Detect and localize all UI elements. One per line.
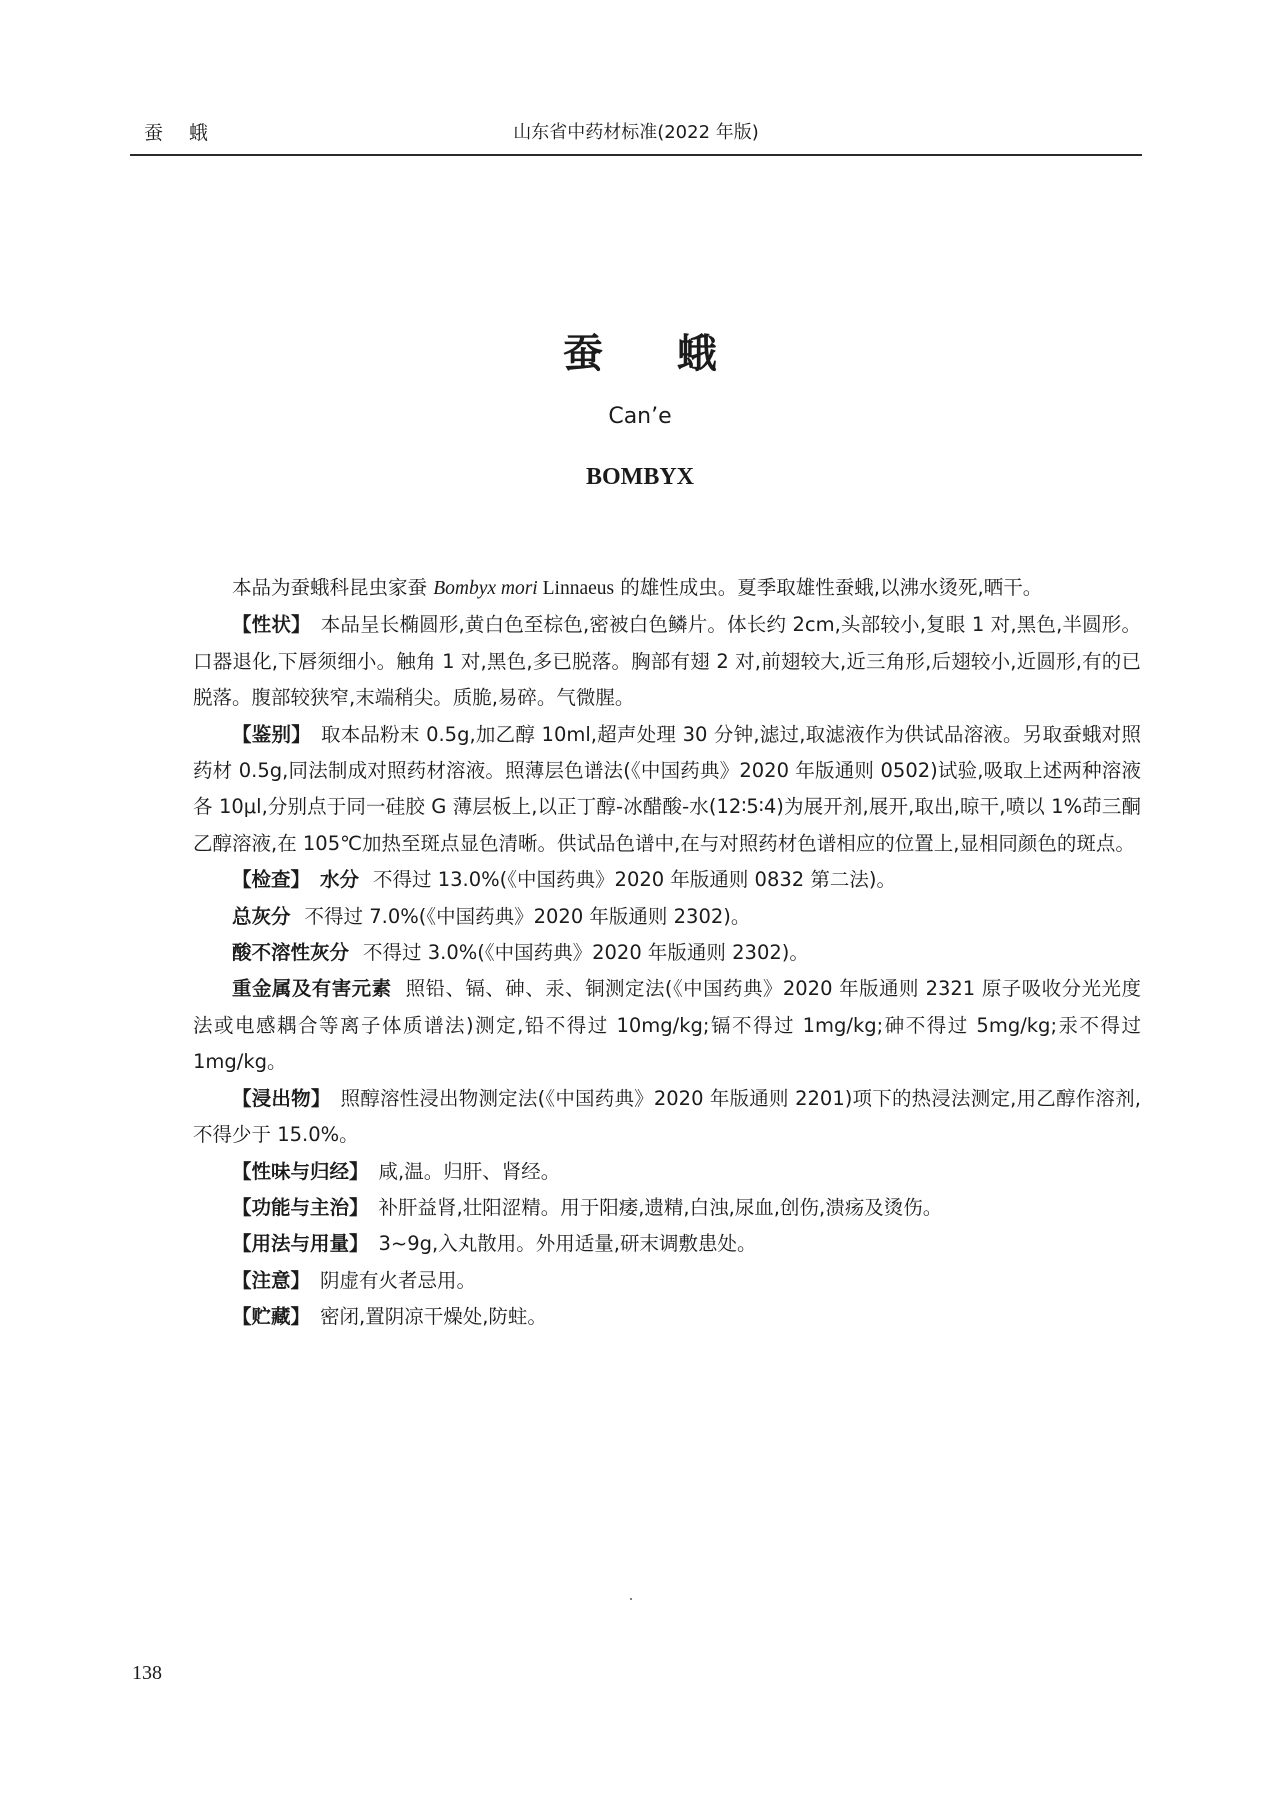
section-gongneng [193,1190,1141,1226]
running-header [130,110,1142,156]
section-heading: 【性状】 [232,613,311,637]
section-text: 密闭,置阴凉干燥处,防蛀。 [320,1305,547,1329]
print-speck [630,1598,632,1600]
check-text: 不得过 13.0%(《中国药典》2020 年版通则 0832 第二法)。 [373,868,896,892]
section-heading: 【功能与主治】 [232,1195,369,1219]
section-xingwei [193,1154,1141,1190]
page-title: 蚕 蛾 [563,331,747,377]
check-text: 照铅、镉、砷、汞、铜测定法(《中国药典》2020 年版通则 2321 原子吸收分光光度法或电感耦合等离子体质谱法)测定,铅不得过 10mg/kg;镉不得过 1mg/kg;砷不得过 5mg/kg;汞不得过 1mg/kg。 [193,977,1141,1074]
check-label: 酸不溶性灰分 [232,941,350,965]
section-text: 本品呈长椭圆形,黄白色至棕色,密被白色鳞片。体长约 2cm,头部较小,复眼 1 对,黑色,半圆形。口器退化,下唇须细小。触角 1 对,黑色,多已脱落。胸部有翅 2 对,前翅较大,近三角形,后翅较小,近圆形,有的已脱落。腹部较狭窄,末端稍尖。质脆,易碎。气微腥。 [193,613,1141,710]
header-left-title: 蚕 蛾 [144,122,219,144]
section-jiancha-water [193,862,1141,898]
section-yongfa [193,1226,1141,1262]
intro-pre: 本品为蚕蛾科昆虫家蚕 [232,576,434,599]
section-text: 补肝益肾,壮阳涩精。用于阳痿,遗精,白浊,尿血,创伤,溃疡及烫伤。 [378,1195,943,1219]
section-zhuyi [193,1263,1141,1299]
check-text: 不得过 3.0%(《中国药典》2020 年版通则 2302)。 [363,941,809,965]
pinyin-name: Can’e [608,404,672,429]
check-label: 水分 [320,868,360,892]
species-author: Linnaeus [537,578,615,599]
section-heading: 【性味与归经】 [232,1159,369,1183]
section-jianbie [193,717,1141,863]
section-text: 照醇溶性浸出物测定法(《中国药典》2020 年版通则 2201)项下的热浸法测定,用乙醇作溶剂,不得少于 15.0%。 [193,1086,1141,1147]
section-jiancha-acid-ash [193,935,1141,971]
check-text: 不得过 7.0%(《中国药典》2020 年版通则 2302)。 [304,904,751,928]
monograph-body [193,570,1141,1336]
header-book-title: 山东省中药材标准(2022 年版) [513,122,759,143]
section-text: 咸,温。归肝、肾经。 [378,1159,561,1183]
section-xingzhuang [193,607,1141,716]
section-heading: 【贮藏】 [232,1305,311,1329]
section-text: 阴虚有火者忌用。 [320,1268,477,1292]
section-heading: 【注意】 [232,1268,311,1292]
intro-post: 的雄性成虫。夏季取雄性蚕蛾,以沸水烫死,晒干。 [614,576,1043,599]
latin-name: BOMBYX [586,464,694,490]
section-jiancha-heavy-metals [193,971,1141,1080]
section-text: 3~9g,入丸散用。外用适量,研末调敷患处。 [378,1232,757,1256]
section-jinchuwu [193,1081,1141,1154]
intro-paragraph [193,570,1141,607]
species-name [433,578,614,599]
section-heading: 【鉴别】 [232,722,311,746]
species-italic: Bombyx mori [433,578,538,599]
section-heading: 【浸出物】 [232,1086,331,1110]
page-number: 138 [132,1662,162,1684]
check-label: 重金属及有害元素 [232,977,392,1001]
check-label: 总灰分 [232,904,291,928]
section-zhucang [193,1299,1141,1335]
section-heading: 【检查】 [232,868,311,892]
section-jiancha-ash [193,899,1141,935]
section-heading: 【用法与用量】 [232,1232,369,1256]
section-text: 取本品粉末 0.5g,加乙醇 10ml,超声处理 30 分钟,滤过,取滤液作为供试品溶液。另取蚕蛾对照药材 0.5g,同法制成对照药材溶液。照薄层色谱法(《中国药典》2020 年版通则 0502)试验,吸取上述两种溶液各 10μl,分别点于同一硅胶 G 薄层板上,以正丁醇-冰醋酸-水(12∶5∶4)为展开剂,展开,取出,晾干,喷以 1%茚三酮乙醇溶液,在 105℃加热至斑点显色清晰。供试品色谱中,在与对照药材色谱相应的位置上,显相同颜色的斑点。 [193,722,1141,855]
